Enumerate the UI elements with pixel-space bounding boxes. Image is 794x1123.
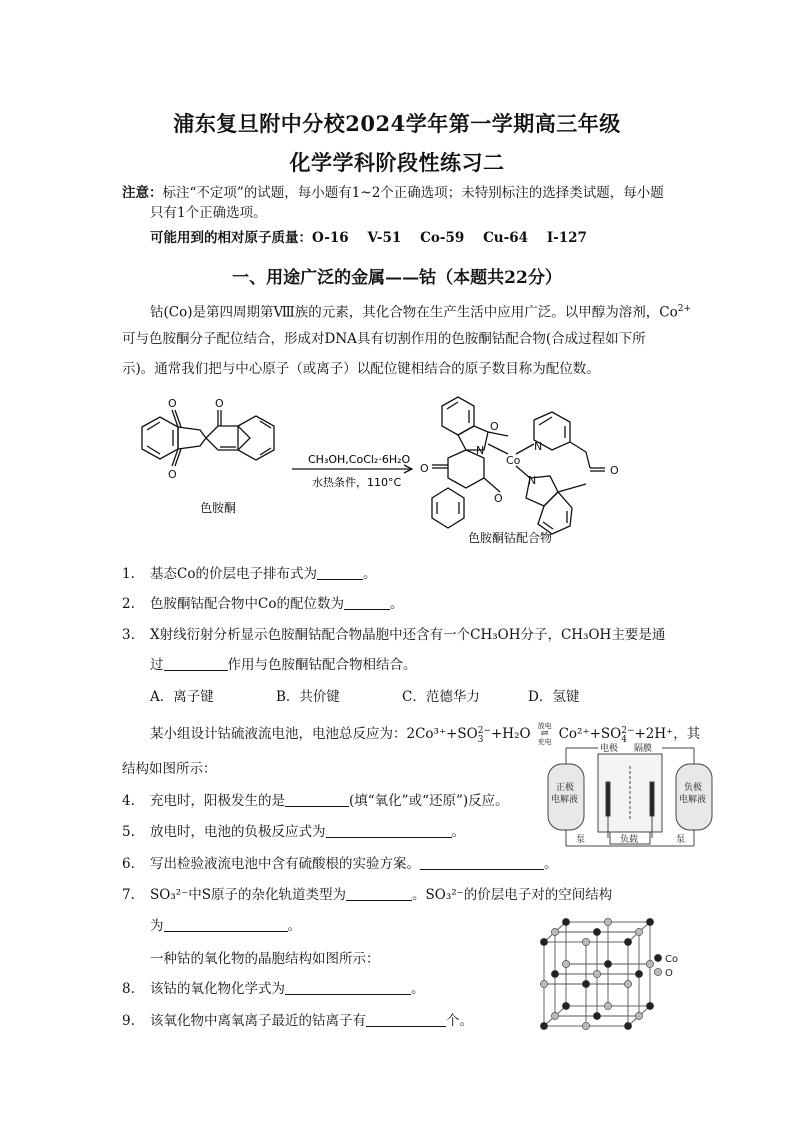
q7-answer-blank-2[interactable] <box>164 918 288 932</box>
battery-intro-a: 某小组设计钴硫液流电池，电池总反应为：2Co³⁺+SO <box>150 726 478 742</box>
legend-o-dot <box>654 968 661 975</box>
negative-label-2: 电解液 <box>679 795 707 805</box>
battery-sub2: 4 <box>621 735 627 745</box>
atomic-mass-values: O-16 V-51 Co-59 Cu-64 I-127 <box>312 230 587 246</box>
section-heading: 一、用途广泛的金属——钴（本题共22分） <box>232 268 562 288</box>
oxide-intro: 一种钴的氧化物的晶胞结构如图所示： <box>150 951 380 967</box>
q5-text: 放电时，电池的负极反应式为 <box>150 824 326 840</box>
q6-text: 写出检验液流电池中含有硫酸根的实验方案。 <box>150 856 420 872</box>
product-atom-N-2: N <box>534 440 543 453</box>
q3-text2b: 作用与色胺酮钴配合物相结合。 <box>227 657 417 673</box>
product-atom-O-top: O <box>490 420 499 433</box>
q1-number: 1. <box>122 566 135 582</box>
question-6 <box>122 855 558 873</box>
q4-end: (填“氧化”或“还原”)反应。 <box>349 793 509 809</box>
atomic-mass-label: 可能用到的相对原子质量： <box>150 230 312 246</box>
battery-sup1: 2− <box>477 726 491 736</box>
q9-text: 该氧化物中离氧离子最近的钴离子有 <box>150 1013 366 1029</box>
legend-co-label: Co <box>665 954 679 965</box>
question-3 <box>122 626 665 644</box>
question-7 <box>122 886 612 904</box>
question-8 <box>122 980 425 998</box>
q3-number: 3. <box>122 627 135 643</box>
battery-intro-2: 结构如图所示： <box>122 761 217 777</box>
q4-text: 充电时，阳极发生的是 <box>150 793 285 809</box>
q7-answer-blank-1[interactable] <box>346 887 412 901</box>
question-7-line2 <box>150 917 301 935</box>
q8-number: 8. <box>122 981 135 997</box>
load-label: 负载 <box>620 835 639 845</box>
arrow-bottom-label: 充电 <box>537 738 552 746</box>
question-9 <box>122 1012 473 1030</box>
q6-end: 。 <box>544 856 558 872</box>
battery-intro-d: +2H⁺，其 <box>634 726 701 742</box>
reactant-atom-O-1: O <box>168 397 177 410</box>
q2-text: 色胺酮钴配合物中Co的配位数为 <box>150 596 344 612</box>
pump-label-left: 泵 <box>576 835 586 845</box>
product-atom-O-bottom: O <box>494 492 503 505</box>
legend-co-dot <box>654 954 661 961</box>
battery-sub1: 3 <box>477 735 484 745</box>
q7-text1b: 。SO₃²⁻的价层电子对的空间结构 <box>412 887 613 903</box>
intro-sup: 2+ <box>677 304 691 314</box>
q9-answer-blank[interactable] <box>366 1013 446 1027</box>
q3-option-c[interactable]: C．范德华力 <box>402 689 480 705</box>
product-label: 色胺酮钴配合物 <box>468 531 553 545</box>
battery-sup2: 2− <box>621 726 635 736</box>
q3-option-d[interactable]: D．氢键 <box>528 689 580 705</box>
q3-text2a: 过 <box>150 657 164 673</box>
intro-line3: 示)。通常我们把与中心原子（或离子）以配位键相结合的原子数目称为配位数。 <box>122 361 600 377</box>
notice-text2: 只有1个正确选项。 <box>150 205 267 221</box>
reaction-conditions-bottom: 水热条件，110°C <box>312 476 402 489</box>
electrode-left <box>606 782 610 816</box>
reactant-label: 色胺酮 <box>200 501 237 515</box>
q7-number: 7. <box>122 887 135 903</box>
q8-answer-blank[interactable] <box>285 981 411 995</box>
q9-number: 9. <box>122 1013 135 1029</box>
notice-label: 注意： <box>122 185 163 201</box>
atomic-mass-line <box>150 229 587 247</box>
q1-text: 基态Co的价层电子排布式为 <box>150 566 317 582</box>
q8-end: 。 <box>411 981 425 997</box>
reaction-conditions-top: CH₃OH,CoCl₂·6H₂O <box>308 453 411 466</box>
notice-line1 <box>122 184 664 202</box>
exam-title-line2: 化学学科阶段性练习二 <box>289 150 505 175</box>
crystal-cell-diagram <box>536 912 686 1034</box>
positive-label-2: 电解液 <box>551 795 579 805</box>
benzene-ring-right <box>238 416 274 460</box>
intro-line2: 可与色胺酮分子配位结合，形成对DNA具有切割作用的色胺酮钴配合物(合成过程如下所 <box>122 331 646 347</box>
product-atom-Co: Co <box>506 454 521 467</box>
product-atom-N-1: N <box>476 444 485 457</box>
question-2 <box>122 595 403 613</box>
q1-answer-blank[interactable] <box>317 566 363 580</box>
question-3-line2 <box>150 656 417 674</box>
q7-text1a: SO₃²⁻中S原子的杂化轨道类型为 <box>150 887 347 903</box>
pump-label-right: 泵 <box>676 835 686 845</box>
battery-intro-c: Co²⁺+SO <box>558 726 622 742</box>
intro-line1 <box>150 300 691 322</box>
q5-answer-blank[interactable] <box>326 824 452 838</box>
arrow-top-label: 放电 <box>537 722 552 730</box>
q7-text2a: 为 <box>150 918 164 934</box>
q3-answer-blank[interactable] <box>164 657 228 671</box>
electrode-label: 电极 <box>600 744 619 754</box>
q5-number: 5. <box>122 824 135 840</box>
product-atom-N-3: N <box>528 474 537 487</box>
notice-text1: 标注“不定项”的试题，每小题有1~2个正确选项；未特别标注的选择类试题，每小题 <box>162 185 664 201</box>
q7-end: 。 <box>287 918 301 934</box>
intro-text1: 钴(Co)是第四周期第Ⅷ族的元素，其化合物在生产生活中应用广泛。以甲醇为溶剂，Co <box>150 304 678 321</box>
exam-title-line1: 浦东复旦附中分校2024学年第一学期高三年级 <box>173 111 621 136</box>
membrane-label: 隔膜 <box>634 744 653 754</box>
q9-end: 个。 <box>446 1013 473 1029</box>
q6-answer-blank[interactable] <box>420 856 544 870</box>
q3-option-a[interactable]: A．离子键 <box>150 689 214 705</box>
q2-number: 2. <box>122 596 135 612</box>
equilibrium-arrow: 放电 ⇌ 充电 <box>531 722 559 746</box>
q6-number: 6. <box>122 856 135 872</box>
reactant-atom-O-2: O <box>168 468 177 481</box>
five-ring <box>178 427 206 449</box>
q4-number: 4. <box>122 793 135 809</box>
q3-option-b[interactable]: B．共价键 <box>276 689 340 705</box>
negative-label-1: 负极 <box>684 783 703 793</box>
question-5 <box>122 823 465 841</box>
reactant-atom-O-3: O <box>215 397 224 410</box>
reaction-scheme <box>120 392 640 550</box>
q2-end: 。 <box>389 596 404 612</box>
q8-text: 该钴的氧化物化学式为 <box>150 981 285 997</box>
question-3-options <box>150 688 579 706</box>
q2-answer-blank[interactable] <box>344 596 390 610</box>
product-atom-O-left: O <box>420 462 429 475</box>
flow-battery-diagram <box>540 742 724 854</box>
product-atom-O-right: O <box>610 464 619 477</box>
legend-o-label: O <box>665 968 673 979</box>
q4-answer-blank[interactable] <box>285 793 349 807</box>
question-1 <box>122 565 376 583</box>
electrode-right <box>650 782 654 816</box>
q3-text1: X射线衍射分析显示色胺酮钴配合物晶胞中还含有一个CH₃OH分子，CH₃OH主要是通 <box>150 627 666 643</box>
battery-intro-b: +H₂O <box>491 726 531 742</box>
q1-end: 。 <box>362 566 377 582</box>
q5-end: 。 <box>451 824 465 840</box>
positive-label-1: 正极 <box>556 783 575 793</box>
question-4 <box>122 792 509 810</box>
